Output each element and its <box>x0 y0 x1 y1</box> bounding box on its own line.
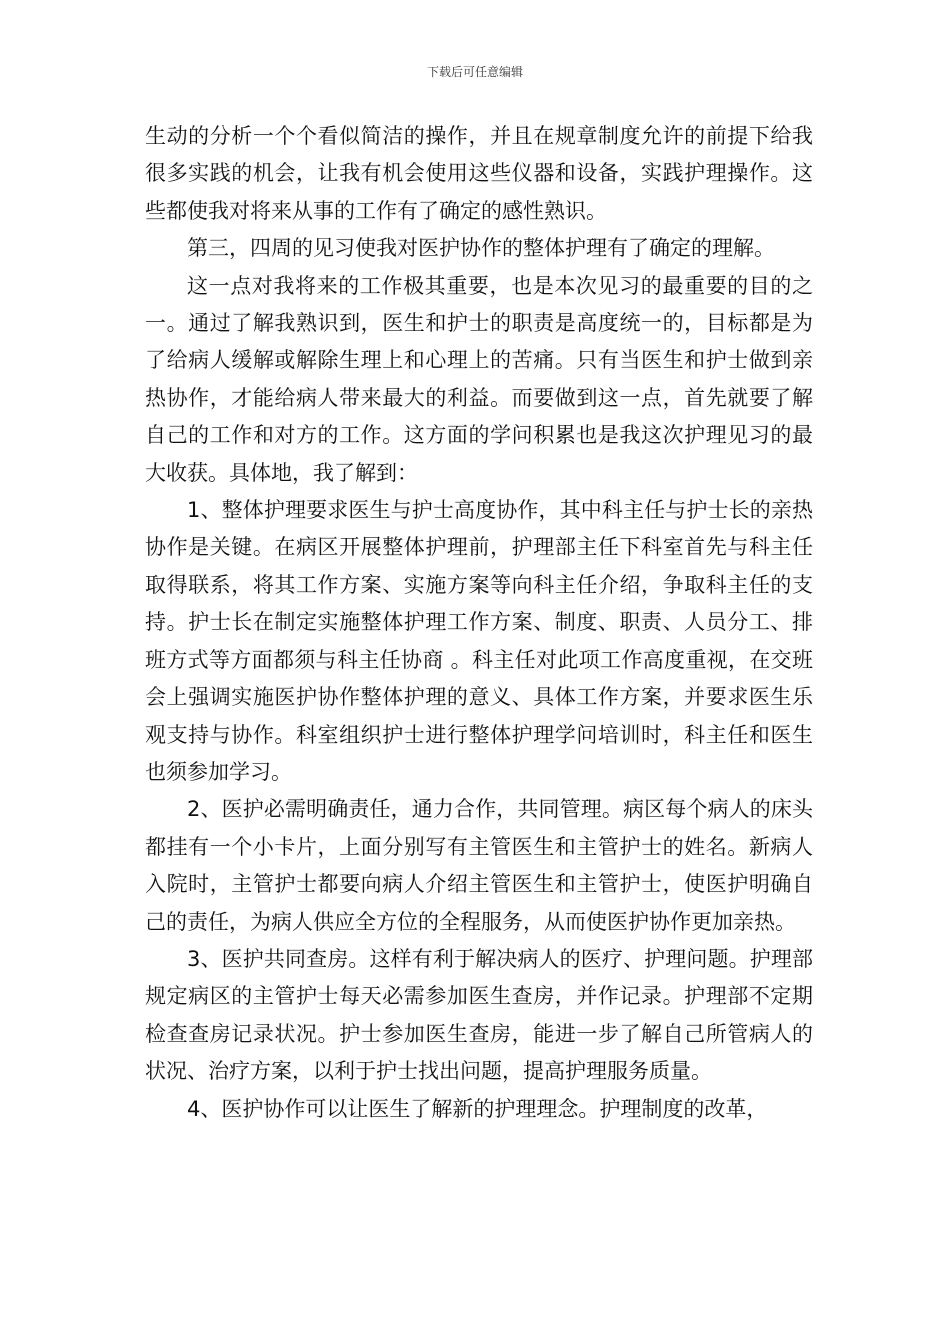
paragraph-item-2: 2、医护必需明确责任，通力合作，共同管理。病区每个病人的床头都挂有一个小卡片，上面分别写有主管医生和主管护士的姓名。新病人入院时，主管护士都要向病人介绍主管医生和主管护士，使医护明确自己的责任，为病人供应全方位的全程服务，从而使医护协作更加亲热。 <box>145 797 813 934</box>
page-header: 下载后可任意编辑 <box>426 65 523 79</box>
paragraph-third-point: 第三，四周的见习使我对医护协作的整体护理有了确定的理解。 <box>187 236 775 261</box>
paragraph-importance: 这一点对我将来的工作极其重要，也是本次见习的最重要的目的之一。通过了解我熟识到，医生和护士的职责是高度统一的，目标都是为了给病人缓解或解除生理上和心理上的苦痛。只有当医生和护士做到亲热协作，才能给病人带来最大的利益。而要做到这一点，首先就要了解自己的工作和对方的工作。这方面的学问积累也是我这次护理见习的最大收获。具体地，我了解到： <box>145 273 813 485</box>
document-body <box>145 118 813 1128</box>
paragraph-item-4: 4、医护协作可以让医生了解新的护理理念。护理制度的改革， <box>187 1096 768 1121</box>
paragraph-item-1: 1、整体护理要求医生与护士高度协作，其中科主任与护士长的亲热协作是关键。在病区开展整体护理前，护理部主任下科室首先与科主任取得联系，将其工作方案、实施方案等向科主任介绍，争取科主任的支持。护士长在制定实施整体护理工作方案、制度、职责、人员分工、排班方式等方面都须与科主任协商 。科主任对此项工作高度重视，在交班会上强调实施医护协作整体护理的意义、具体工作方案，并要求医生乐观支持与协作。科室组织护士进行整体护理学问培训时，科主任和医生也须参加学习。 <box>145 498 813 784</box>
paragraph-item-3: 3、医护共同查房。这样有利于解决病人的医疗、护理问题。护理部规定病区的主管护士每天必需参加医生查房，并作记录。护理部不定期检查查房记录状况。护士参加医生查房，能进一步了解自己所管病人的状况、治疗方案，以利于护士找出问题，提高护理服务质量。 <box>145 946 813 1084</box>
paragraph-continuation: 生动的分析一个个看似简洁的操作，并且在规章制度允许的前提下给我很多实践的机会，让我有机会使用这些仪器和设备，实践护理操作。这些都使我对将来从事的工作有了确定的感性熟识。 <box>145 124 813 223</box>
